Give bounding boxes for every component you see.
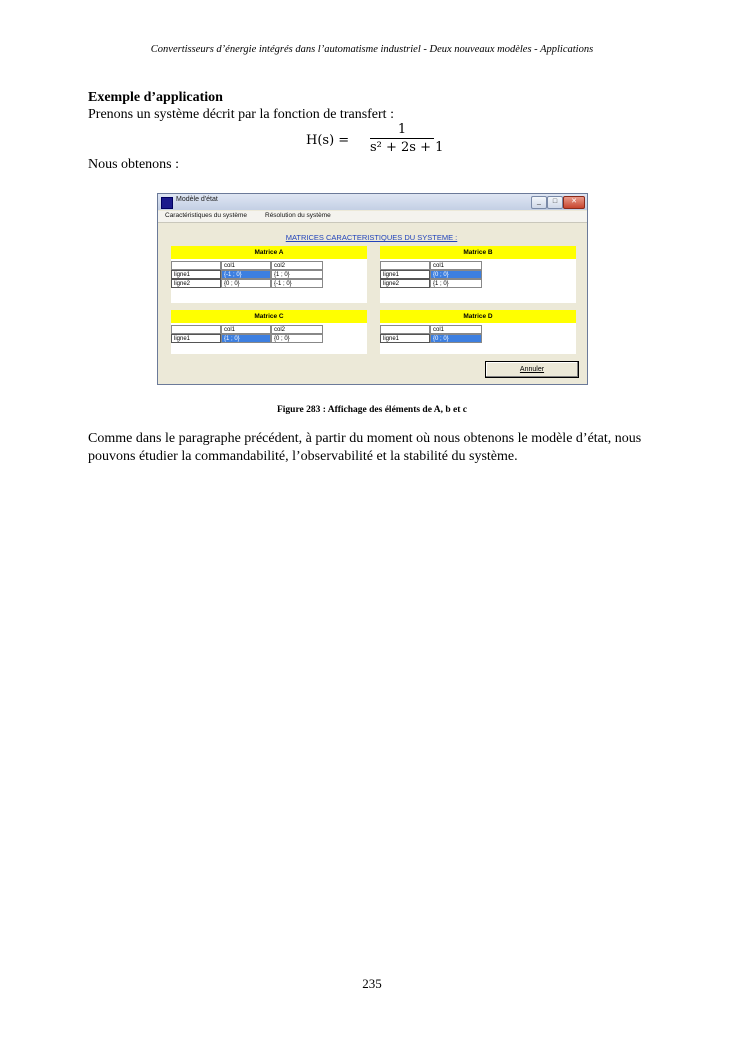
matrix-a-cell-1-2[interactable]: {1 ; 0} [271, 270, 323, 279]
running-header: Convertisseurs d’énergie intégrés dans l’automatisme industriel - Deux nouveaux modèles - Applications [150, 44, 594, 55]
matrix-c-col1: col1 [221, 325, 271, 334]
matrix-a-cell-1-1[interactable]: {-1 ; 0} [221, 270, 271, 279]
matrix-c-cell-1-2[interactable]: {0 ; 0} [271, 334, 323, 343]
matrix-a-row2: ligne2 [171, 279, 221, 288]
state-model-window [157, 193, 588, 385]
matrix-a-panel [171, 246, 367, 303]
page-number: 235 [362, 976, 382, 991]
matrix-d-title: Matrice D [380, 310, 576, 323]
matrix-a-col2: col2 [271, 261, 323, 270]
matrix-d-cell-1-1[interactable]: {0 ; 0} [430, 334, 482, 343]
formula-denominator: s² + 2s + 1 [370, 140, 444, 155]
maximize-button[interactable]: □ [547, 196, 563, 209]
matrix-b-row1: ligne1 [380, 270, 430, 279]
menu-caracteristiques[interactable]: Caractéristiques du système [165, 212, 248, 219]
matrix-c-col2: col2 [271, 325, 323, 334]
matrix-b-panel [380, 246, 576, 303]
matrix-c-panel [171, 310, 367, 354]
matrix-b-corner [380, 261, 430, 270]
figure-caption: Figure 283 : Affichage des éléments de A, b et c [276, 405, 468, 415]
section-title: Exemple d’application [88, 90, 223, 105]
menu-resolution[interactable]: Résolution du système [265, 212, 331, 219]
matrix-a-col1: col1 [221, 261, 271, 270]
matrix-a-cell-2-2[interactable]: {-1 ; 0} [271, 279, 323, 288]
matrix-a-row1: ligne1 [171, 270, 221, 279]
window-title: Modèle d'état [176, 196, 218, 203]
minimize-button[interactable]: _ [531, 196, 547, 209]
obtain-paragraph: Nous obtenons : [88, 157, 179, 172]
formula-numerator: 1 [397, 122, 407, 137]
matrices-title: MATRICES CARACTERISTIQUES DU SYSTEME : [285, 233, 458, 242]
matrix-c-cell-1-1[interactable]: {1 ; 0} [221, 334, 271, 343]
matrix-b-cell-1-1[interactable]: {0 ; 0} [430, 270, 482, 279]
matrix-c-row1: ligne1 [171, 334, 221, 343]
matrix-b-col1: col1 [430, 261, 482, 270]
matrix-d-row1: ligne1 [380, 334, 430, 343]
window-titlebar [158, 194, 587, 210]
conclusion-paragraph: Comme dans le paragraphe précédent, à partir du moment où nous obtenons le modèle d’état, nous pouvons étudier la commandabilité, l’observabilité et la stabilité du système. [88, 431, 642, 464]
window-client [160, 223, 583, 383]
cancel-button[interactable]: Annuler [485, 361, 579, 378]
matrix-c-corner [171, 325, 221, 334]
matrix-c-title: Matrice C [171, 310, 367, 323]
matrix-b-title: Matrice B [380, 246, 576, 259]
matrix-b-cell-2-1[interactable]: {1 ; 0} [430, 279, 482, 288]
intro-paragraph: Prenons un système décrit par la fonction de transfert : [88, 107, 394, 122]
matrix-a-title: Matrice A [171, 246, 367, 259]
close-button[interactable]: ✕ [563, 196, 585, 209]
formula-fraction [370, 121, 444, 156]
matrix-d-panel [380, 310, 576, 354]
menubar [158, 211, 587, 223]
formula-lhs: H(s) = [306, 133, 350, 148]
matrix-b-row2: ligne2 [380, 279, 430, 288]
matrix-d-corner [380, 325, 430, 334]
matrix-a-corner [171, 261, 221, 270]
matrix-a-cell-2-1[interactable]: {0 ; 0} [221, 279, 271, 288]
matrix-d-col1: col1 [430, 325, 482, 334]
app-icon [161, 197, 173, 209]
